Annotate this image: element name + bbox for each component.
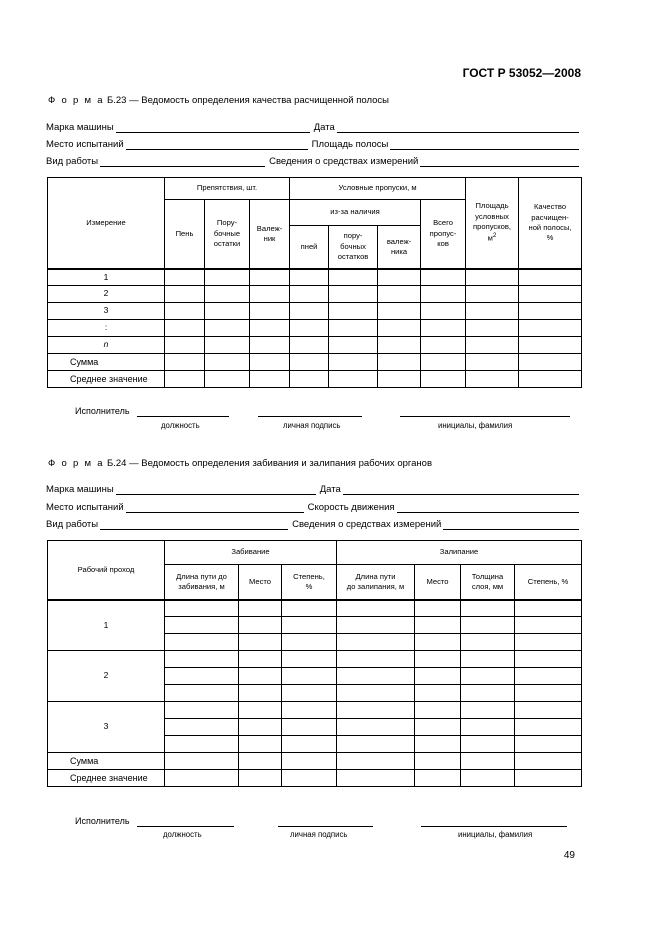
form24-col-s-degree: Степень, % bbox=[515, 565, 582, 600]
form24-test-site-label: Место испытаний bbox=[46, 502, 124, 513]
table-row bbox=[48, 600, 582, 617]
form23-signature-caption: личная подпись bbox=[283, 421, 341, 430]
form24-col-c-length: Длина пути до забивания, м bbox=[165, 565, 239, 600]
form23-position-field[interactable] bbox=[137, 416, 229, 417]
row-label-average: Среднее значение bbox=[48, 371, 165, 388]
form24-group-clogging: Забивание bbox=[165, 541, 337, 565]
pass-label: 3 bbox=[48, 702, 165, 753]
row-label-average: Среднее значение bbox=[48, 770, 165, 787]
form24-table bbox=[47, 540, 582, 787]
form23-col-residues: Пору- бочные остатки bbox=[205, 200, 250, 269]
table-row bbox=[48, 320, 582, 337]
form24-position-caption: должность bbox=[163, 830, 202, 839]
form23-line-site-area bbox=[46, 136, 579, 150]
form23-date-field[interactable] bbox=[337, 122, 579, 133]
form23-col-quality: Качество расчищен- ной полосы, % bbox=[519, 178, 582, 269]
row-label-sum: Сумма bbox=[48, 354, 165, 371]
table-row bbox=[48, 286, 582, 303]
form24-date-label: Дата bbox=[319, 484, 341, 495]
form23-title-text: Б.23 — Ведомость определения качества расчищенной полосы bbox=[107, 95, 389, 106]
form24-col-s-length: Длина пути до залипания, м bbox=[337, 565, 415, 600]
form24-col-pass: Рабочий проход bbox=[48, 541, 165, 600]
form23-line-machine-date bbox=[46, 119, 579, 133]
table-row-sum bbox=[48, 354, 582, 371]
form23-work-type-label: Вид работы bbox=[46, 156, 99, 167]
form24-name-field[interactable] bbox=[421, 826, 567, 827]
form23-strip-area-label: Площадь полосы bbox=[311, 139, 389, 150]
form24-col-c-degree: Степень, % bbox=[282, 565, 337, 600]
form24-signature-caption: личная подпись bbox=[290, 830, 348, 839]
document-code: ГОСТ Р 53052—2008 bbox=[462, 66, 581, 80]
form24-position-field[interactable] bbox=[137, 826, 234, 827]
row-label-sum: Сумма bbox=[48, 753, 165, 770]
form24-measuring-label: Сведения о средствах измерений bbox=[292, 519, 442, 530]
form24-group-sticking: Залипание bbox=[337, 541, 582, 565]
table-row bbox=[48, 303, 582, 320]
form24-executor-label: Исполнитель bbox=[75, 816, 130, 826]
form23-executor-label: Исполнитель bbox=[75, 406, 130, 416]
table-row bbox=[48, 269, 582, 286]
form24-title bbox=[48, 458, 432, 469]
row-label: 2 bbox=[48, 286, 165, 303]
form23-measuring-field[interactable] bbox=[420, 156, 579, 167]
table-row bbox=[48, 702, 582, 719]
form23-col-stumps: Пень bbox=[165, 200, 205, 269]
form23-name-caption: инициалы, фамилия bbox=[438, 421, 513, 430]
form24-line-site-speed bbox=[46, 499, 579, 513]
row-label: 3 bbox=[48, 303, 165, 320]
form24-title-text: Б.24 — Ведомость определения забивания и залипания рабочих органов bbox=[107, 458, 432, 469]
form23-work-type-field[interactable] bbox=[100, 156, 265, 167]
form24-name-caption: инициалы, фамилия bbox=[458, 830, 533, 839]
form23-name-field[interactable] bbox=[400, 416, 570, 417]
form24-col-s-place: Место bbox=[415, 565, 461, 600]
form24-col-c-place: Место bbox=[239, 565, 282, 600]
form23-machine-field[interactable] bbox=[116, 122, 310, 133]
form23-col-area: Площадь условных пропусков, $м^2$ bbox=[466, 178, 519, 269]
form24-test-site-field[interactable] bbox=[126, 502, 304, 513]
pass-label: 2 bbox=[48, 651, 165, 702]
form23-position-caption: должность bbox=[161, 421, 200, 430]
row-label: : bbox=[48, 320, 165, 337]
form23-subgroup-due-to: из-за наличия bbox=[290, 200, 421, 226]
page-number: 49 bbox=[563, 850, 575, 861]
form23-col-total: Всего пропус- ков bbox=[421, 200, 466, 269]
form23-test-site-label: Место испытаний bbox=[46, 139, 124, 150]
form24-work-type-label: Вид работы bbox=[46, 519, 99, 530]
form23-test-site-field[interactable] bbox=[126, 139, 308, 150]
form23-machine-label: Марка машины bbox=[46, 122, 114, 133]
form24-machine-label: Марка машины bbox=[46, 484, 114, 495]
form24-work-type-field[interactable] bbox=[100, 519, 288, 530]
form24-line-work-measure bbox=[46, 516, 579, 530]
form23-title-label: Ф о р м а bbox=[48, 95, 105, 106]
table-row-average bbox=[48, 371, 582, 388]
form23-group-obstacles: Препятствия, шт. bbox=[165, 178, 290, 200]
form24-title-label: Ф о р м а bbox=[48, 458, 105, 469]
row-label: 1 bbox=[48, 269, 165, 286]
form23-signature-field[interactable] bbox=[258, 416, 362, 417]
form24-line-machine-date bbox=[46, 481, 579, 495]
form24-signature-field[interactable] bbox=[278, 826, 373, 827]
form24-measuring-field[interactable] bbox=[443, 519, 579, 530]
table-row bbox=[48, 337, 582, 354]
form24-date-field[interactable] bbox=[343, 484, 579, 495]
form23-table bbox=[47, 177, 582, 388]
form23-date-label: Дата bbox=[313, 122, 335, 133]
form24-speed-field[interactable] bbox=[397, 502, 579, 513]
form23-measuring-label: Сведения о средствах измерений bbox=[269, 156, 419, 167]
form23-col-p-residues: пору- бочных остатков bbox=[329, 226, 378, 269]
form23-col-p-fallen: валеж- ника bbox=[378, 226, 421, 269]
form23-strip-area-field[interactable] bbox=[390, 139, 579, 150]
form23-line-work-measure bbox=[46, 153, 579, 167]
form24-col-s-thickness: Толщина слоя, мм bbox=[461, 565, 515, 600]
table-row bbox=[48, 651, 582, 668]
row-label: n bbox=[48, 337, 165, 354]
form23-col-p-stumps: пней bbox=[290, 226, 329, 269]
form23-title bbox=[48, 95, 389, 106]
table-row-sum bbox=[48, 753, 582, 770]
form23-col-measurement: Измерение bbox=[48, 178, 165, 269]
form23-group-passes: Условные пропуски, м bbox=[290, 178, 466, 200]
form23-col-fallen: Валеж- ник bbox=[250, 200, 290, 269]
pass-label: 1 bbox=[48, 600, 165, 651]
table-row-average bbox=[48, 770, 582, 787]
form24-machine-field[interactable] bbox=[116, 484, 316, 495]
form24-speed-label: Скорость движения bbox=[307, 502, 395, 513]
